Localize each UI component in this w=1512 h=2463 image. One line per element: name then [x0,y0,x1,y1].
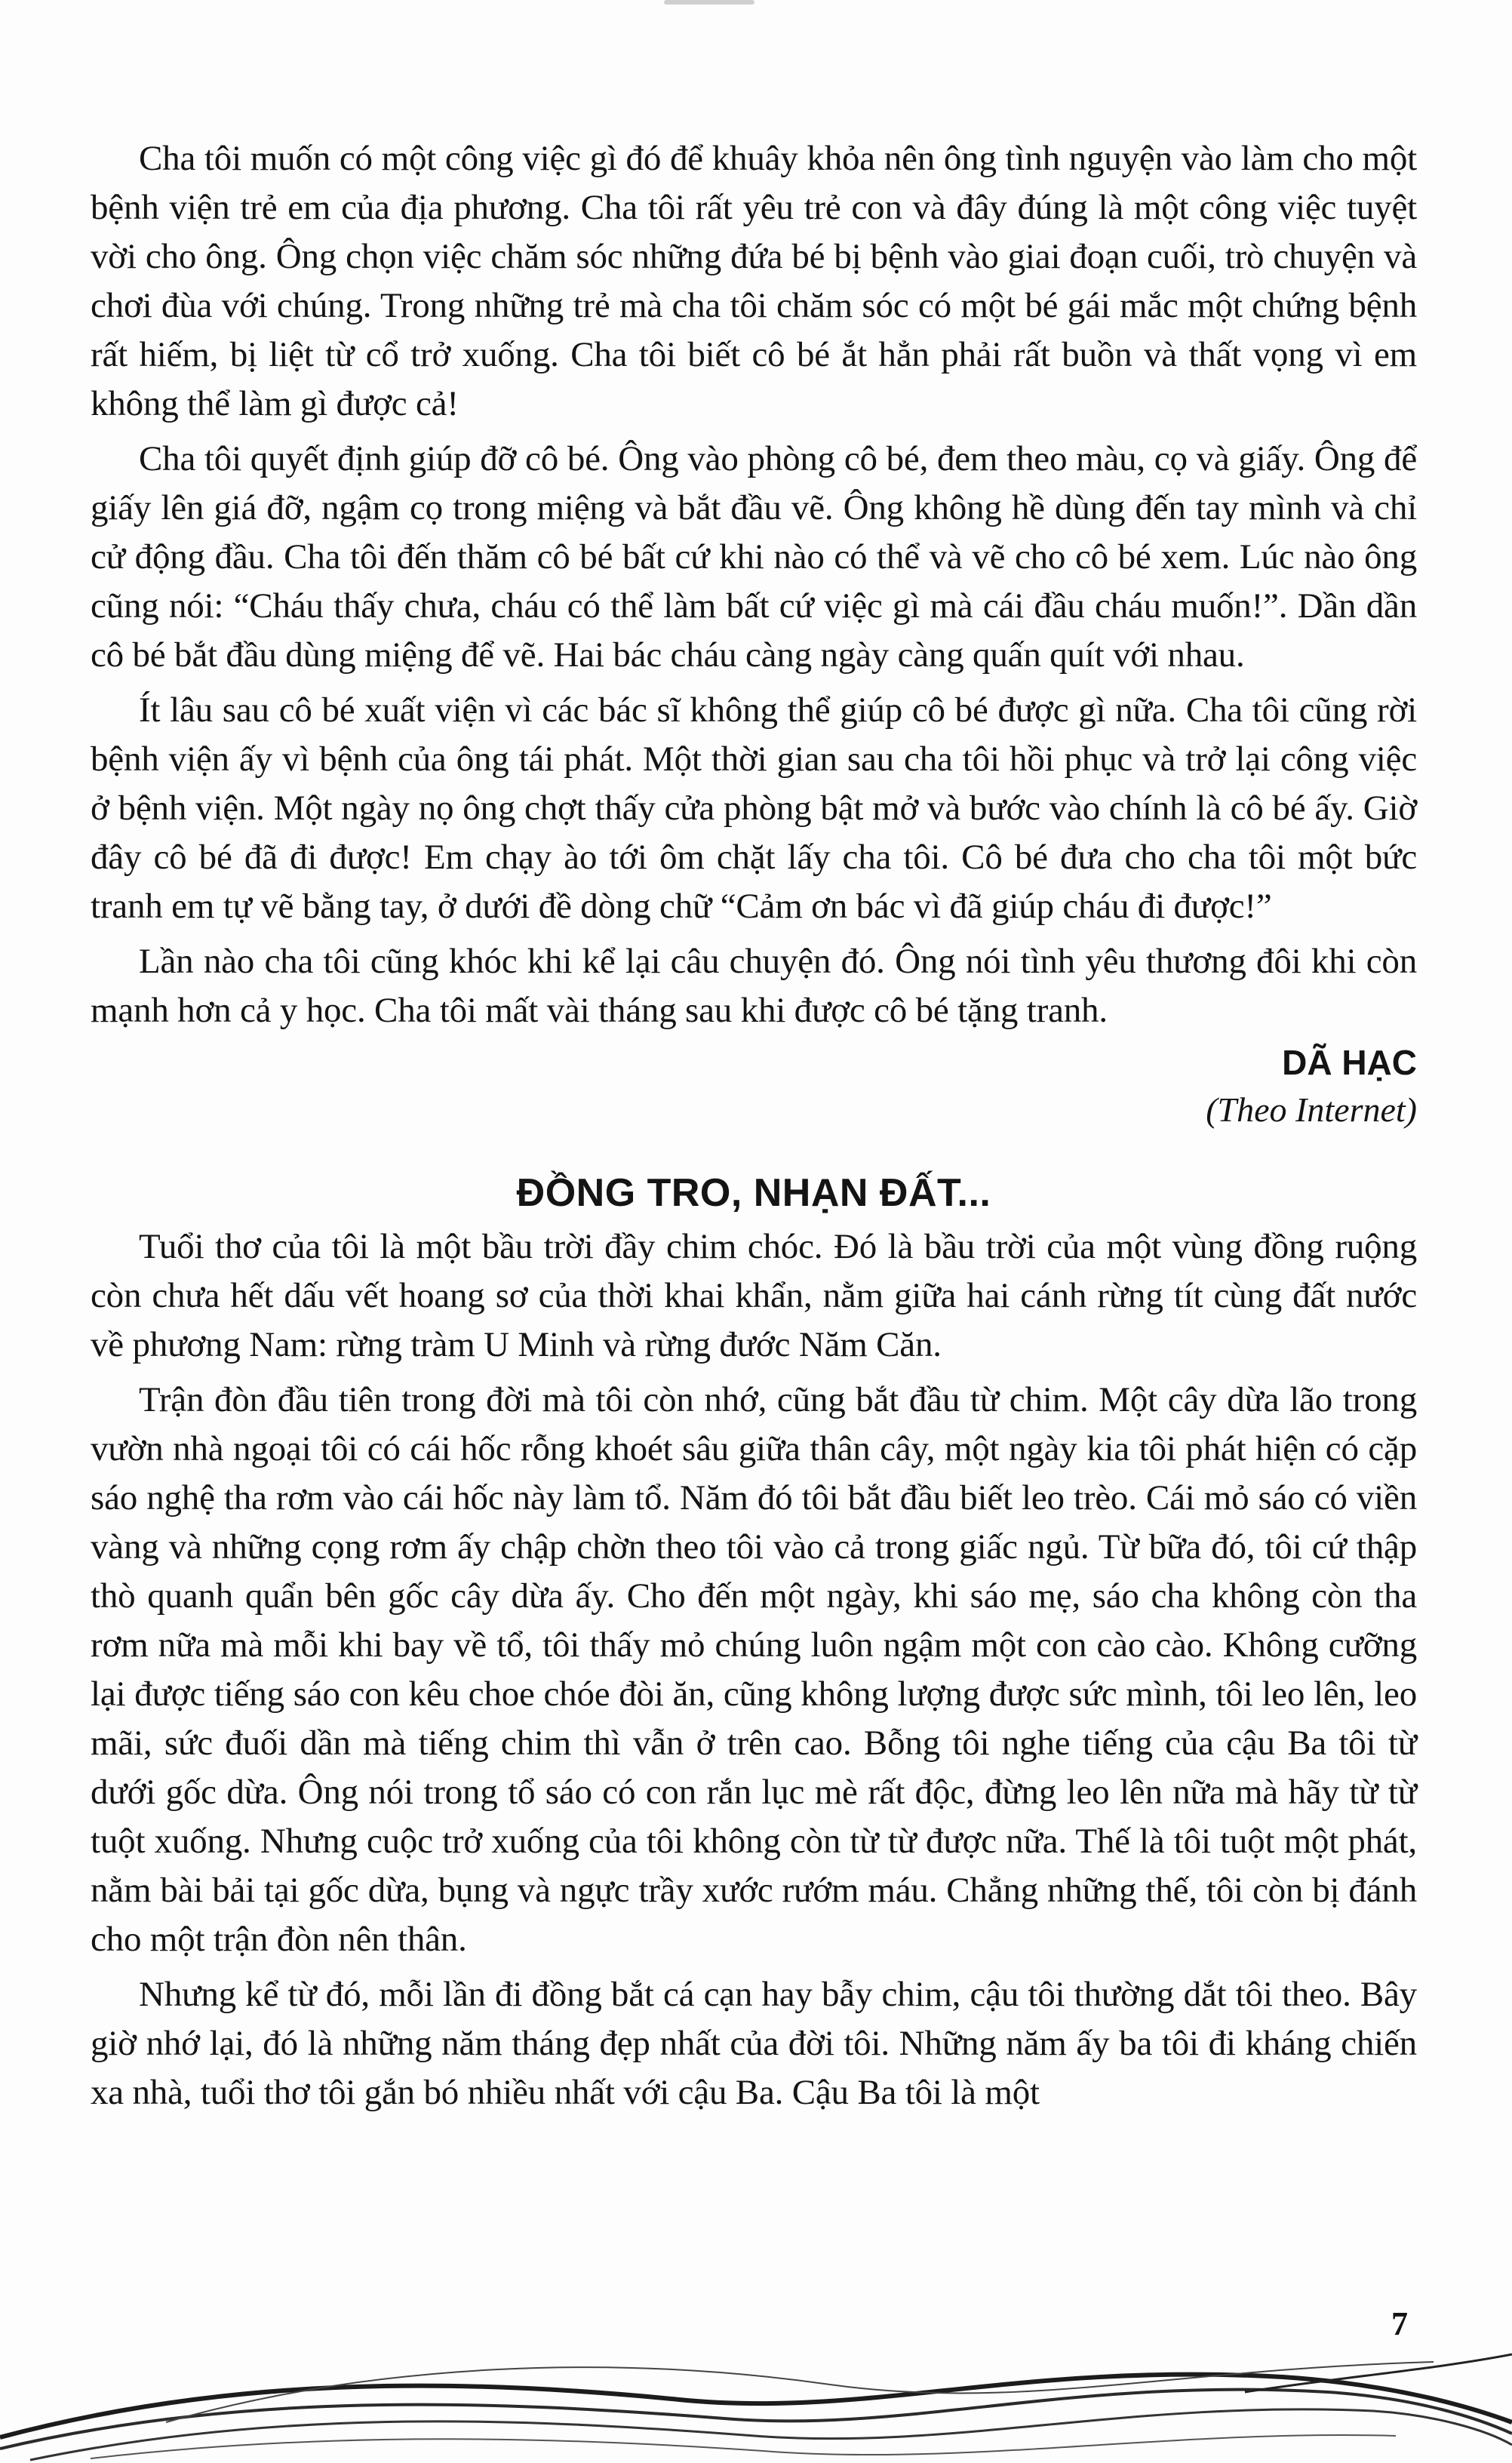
paragraph: Cha tôi muốn có một công việc gì đó để khuây khỏa nên ông tình nguyện vào làm cho một bệnh viện trẻ em của địa phương. Cha tôi rất yêu trẻ con và đây đúng là một công việc tuyệt vời cho ông. Ông chọn việc chăm sóc những đứa bé bị bệnh vào giai đoạn cuối, trò chuyện và chơi đùa với chúng. Trong những trẻ mà cha tôi chăm sóc có một bé gái mắc một chứng bệnh rất hiếm, bị liệt từ cổ trở xuống. Cha tôi biết cô bé ắt hẳn phải rất buồn và thất vọng vì em không thể làm gì được cả! [91,139,1417,423]
author-name: DÃ HẠC [1282,1043,1417,1082]
decorative-swirl-ornament [0,2347,1512,2463]
paragraph: Lần nào cha tôi cũng khóc khi kể lại câu chuyện đó. Ông nói tình yêu thương đôi khi còn mạnh hơn cả y học. Cha tôi mất vài tháng sau khi được cô bé tặng tranh. [91,942,1417,1030]
paragraph: Trận đòn đầu tiên trong đời mà tôi còn nhớ, cũng bắt đầu từ chim. Một cây dừa lão trong vườn nhà ngoại tôi có cái hốc rỗng khoét sâu giữa thân cây, một ngày kia tôi phát hiện có cặp sáo nghệ tha rơm vào cái hốc này làm tổ. Năm đó tôi bắt đầu biết leo trèo. Cái mỏ sáo có viền vàng và những cọng rơm ấy chập chờn theo tôi vào cả trong giấc ngủ. Từ bữa đó, tôi cứ thập thò quanh quẩn bên gốc cây dừa ấy. Cho đến một ngày, khi sáo mẹ, sáo cha không còn tha rơm nữa mà mỗi khi bay về tổ, tôi thấy mỏ chúng luôn ngậm một con cào cào. Không cưỡng lại được tiếng sáo con kêu choe chóe đòi ăn, cũng không lượng được sức mình, tôi leo lên, leo mãi, sức đuối dần mà tiếng chim thì vẫn ở trên cao. Bỗng tôi nghe tiếng của cậu Ba tôi từ dưới gốc dừa. Ông nói trong tổ sáo có con rắn lục mè rất độc, đừng leo lên nữa mà hãy từ từ tuột xuống. Nhưng cuộc trở xuống của tôi không còn từ từ được nữa. Thế là tôi tuột một phát, nằm bài bải tại gốc dừa, bụng và ngực trầy xước rướm máu. Chẳng những thế, tôi còn bị đánh cho một trận đòn nên thân. [91,1380,1417,1959]
story-two [91,1167,1417,2117]
paragraph: Ít lâu sau cô bé xuất viện vì các bác sĩ không thể giúp cô bé được gì nữa. Cha tôi cũng rời bệnh viện ấy vì bệnh của ông tái phát. Một thời gian sau cha tôi hồi phục và trở lại công việc ở bệnh viện. Một ngày nọ ông chợt thấy cửa phòng bật mở và bước vào chính là cô bé ấy. Giờ đây cô bé đã đi được! Em chạy ào tới ôm chặt lấy cha tôi. Cô bé đưa cho cha tôi một bức tranh em tự vẽ bằng tay, ở dưới đề dòng chữ “Cảm ơn bác vì đã giúp cháu đi được!” [91,690,1417,926]
story-title: ĐỒNG TRO, NHẠN ĐẤT... [516,1171,991,1215]
page-content [91,134,1417,2117]
paragraph: Tuổi thơ của tôi là một bầu trời đầy chim chóc. Đó là bầu trời của một vùng đồng ruộng còn chưa hết dấu vết hoang sơ của thời khai khẩn, nằm giữa hai cánh rừng tít cùng đất nước về phương Nam: rừng tràm U Minh và rừng đước Năm Căn. [91,1227,1417,1364]
paragraph: Cha tôi quyết định giúp đỡ cô bé. Ông vào phòng cô bé, đem theo màu, cọ và giấy. Ông để giấy lên giá đỡ, ngậm cọ trong miệng và bắt đầu vẽ. Ông không hề dùng đến tay mình và chỉ cử động đầu. Cha tôi đến thăm cô bé bất cứ khi nào có thể và vẽ cho cô bé xem. Lúc nào ông cũng nói: “Cháu thấy chưa, cháu có thể làm bất cứ việc gì mà cái đầu cháu muốn!”. Dần dần cô bé bắt đầu dùng miệng để vẽ. Hai bác cháu càng ngày càng quấn quít với nhau. [91,439,1417,675]
story-one [91,134,1417,1133]
page-number: 7 [1391,2305,1408,2342]
source-note: (Theo Internet) [1206,1090,1417,1129]
paragraph: Nhưng kể từ đó, mỗi lần đi đồng bắt cá cạn hay bẫy chim, cậu tôi thường dắt tôi theo. Bây giờ nhớ lại, đó là những năm tháng đẹp nhất của đời tôi. Những năm ấy ba tôi đi kháng chiến xa nhà, tuổi thơ tôi gắn bó nhiều nhất với cậu Ba. Cậu Ba tôi là một [91,1975,1417,2112]
top-edge-mark [664,0,754,5]
